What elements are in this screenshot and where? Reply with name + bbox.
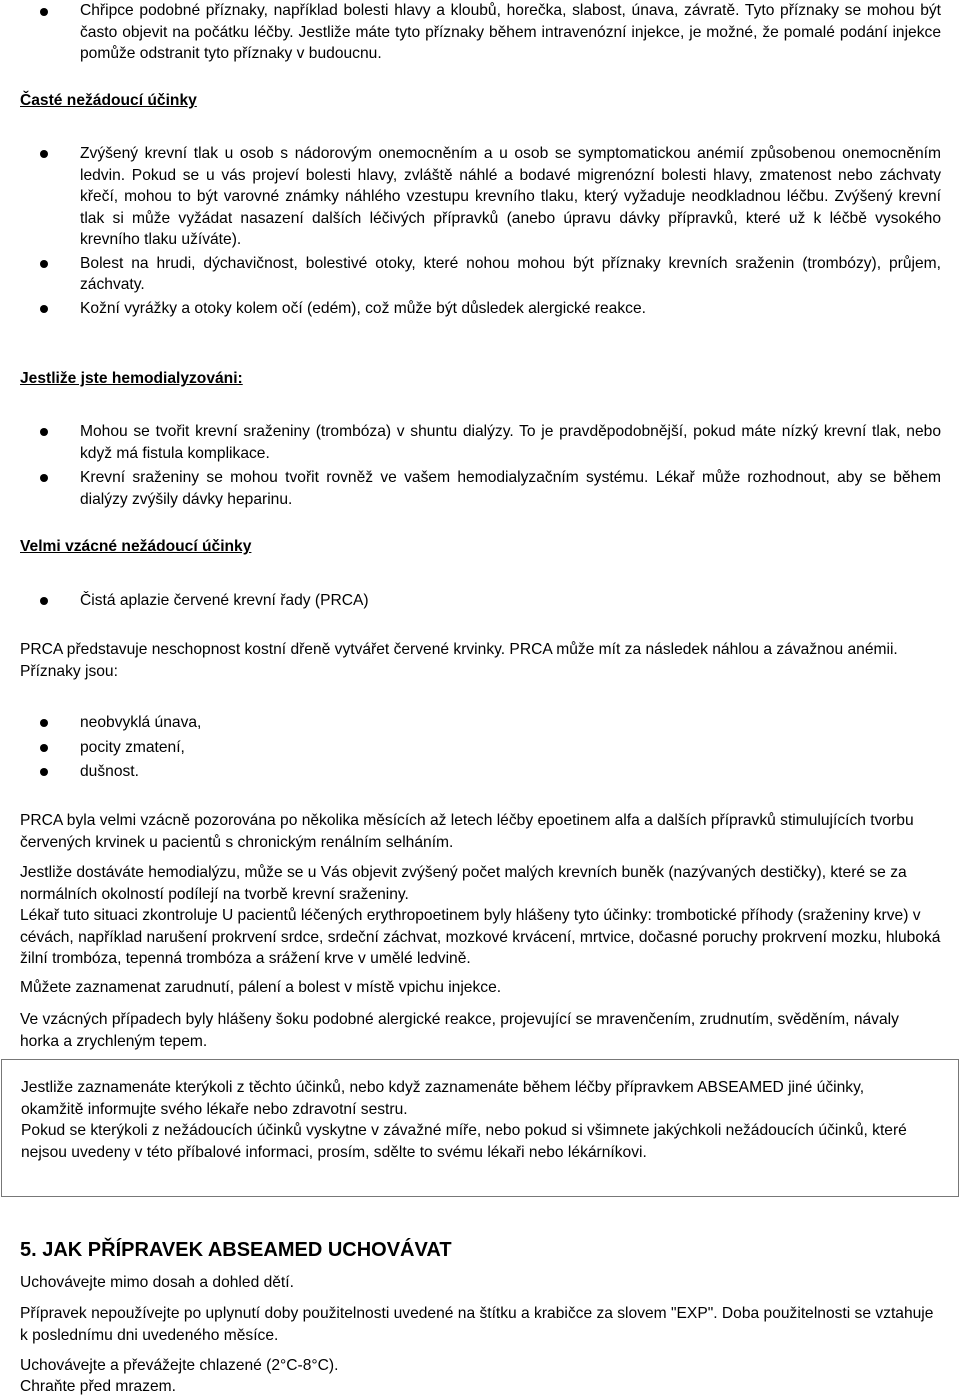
warning-text-1: Jestliže zaznamenáte kterýkoli z těchto účinků, nebo když zaznamenáte během léčby přípravkem ABSEAMED jiné účinky, okamžitě informujte svého lékaře nebo zdravotní sestru. (21, 1079, 865, 1118)
bullet-icon (40, 260, 48, 268)
bullet-icon (40, 8, 48, 16)
list-item (20, 737, 941, 759)
injection-site-paragraph: Můžete zaznamenat zarudnutí, pálení a bolest v místě vpichu injekce. (20, 979, 502, 996)
bullet-icon (40, 428, 48, 436)
storage-frost-paragraph: Chraňte před mrazem. (20, 1378, 176, 1395)
list-item (20, 590, 941, 612)
list-item (20, 143, 941, 251)
list-item (20, 761, 941, 783)
prca-observed-paragraph: PRCA byla velmi vzácně pozorována po několika měsících až letech léčby epoetinem alfa a dalších přípravků stimulujících tvorbu červených krvinek u pacientů s chronickým renálním selháním. (20, 812, 914, 851)
list-item-text: Mohou se tvořit krevní sraženiny (trombóza) v shuntu dialýzy. To je pravděpodobnější, pokud máte nízký krevní tlak, nebo když má fistula komplikace. (80, 423, 941, 462)
warning-box (1, 1059, 959, 1197)
list-item (20, 298, 941, 320)
hemodialysis-list (20, 421, 941, 510)
list-item-text: neobvyklá únava, (80, 714, 202, 731)
list-item-text: pocity zmatení, (80, 738, 185, 756)
prca-symptoms-list (20, 712, 941, 783)
heading-very-rare-effects: Velmi vzácné nežádoucí účinky (20, 538, 252, 555)
bullet-icon (40, 305, 48, 313)
list-item-text: Bolest na hrudi, dýchavičnost, bolestivé otoky, které nohou mohou být příznaky krevních sraženin (trombózy), průjem, záchvaty. (80, 254, 941, 293)
common-effects-list (20, 143, 941, 319)
warning-text-2: Pokud se kterýkoli z nežádoucích účinků vyskytne v závažné míře, nebo pokud si všimnete jakýchkoli nežádoucích účinků, které nejsou uvedeny v této příbalové informaci, prosím, sdělte to svému lékaři nebo lékárníkovi. (21, 1122, 907, 1161)
allergic-reaction-paragraph: Ve vzácných případech byly hlášeny šoku podobné alergické reakce, projevující se mravenčením, zrudnutím, svěděním, návaly horka a zrychleným tepem. (20, 1011, 899, 1050)
list-item (20, 0, 941, 65)
list-item-text: dušnost. (80, 763, 139, 780)
thrombotic-events-paragraph: Lékař tuto situaci zkontroluje U pacientů léčených erythropoetinem byly hlášeny tyto účinky: trombotické příhody (sraženiny krve) v cévách, například narušení prokrvení srdce, srdeční záchvat, mozkové krvácení, mrtvice, dočasné poruchy prokrvení mozku, hluboká žilní trombóza, tepenná trombóza a srážení krve v umělé ledvině. (20, 907, 941, 967)
list-item (20, 253, 941, 296)
intro-bullet-list (20, 0, 941, 65)
prca-paragraph: PRCA představuje neschopnost kostní dřeně vytvářet červené krvinky. PRCA může mít za následek náhlou a závažnou anémii. Příznaky jsou: (20, 641, 898, 680)
list-item-text: Krevní sraženiny se mohou tvořit rovněž ve vašem hemodialyzačním systému. Lékař může rozhodnout, aby se během dialýzy zvýšily dávky heparinu. (80, 469, 941, 508)
bullet-icon (40, 744, 48, 752)
very-rare-list (20, 590, 941, 612)
heading-hemodialysis: Jestliže jste hemodialyzováni: (20, 370, 243, 387)
heading-common-effects: Časté nežádoucí účinky (20, 92, 197, 109)
bullet-icon (40, 150, 48, 158)
list-item (20, 712, 941, 734)
bullet-icon (40, 474, 48, 482)
warning-box-content (21, 1077, 921, 1163)
bullet-icon (40, 768, 48, 776)
storage-children-paragraph: Uchovávejte mimo dosah a dohled dětí. (20, 1274, 294, 1291)
platelets-paragraph: Jestliže dostáváte hemodialýzu, může se u Vás objevit zvýšený počet malých krevních buněk (nazývaných destičky), které se za normálních okolností podílejí na tvorbě krevní sraženiny. (20, 864, 907, 903)
bullet-icon (40, 597, 48, 605)
list-item (20, 467, 941, 510)
list-item-text: Zvýšený krevní tlak u osob s nádorovým onemocněním a u osob se symptomatickou anémií způsobenou onemocněním ledvin. Pokud se u vás projeví bolesti hlavy, zvláště náhlé a bodavé migrenózní bolesti hlavy, zmatenost nebo záchvaty křečí, mohou to být varovné známky náhlého vzestupu krevního tlaku, který vyžaduje neodkladnou léčbu. Zvýšený krevní tlak si může vyžádat nasazení dalších léčivých přípravků (anebo úpravu dávky přípravků, které už k léčbě vysokého krevního tlaku užíváte). (80, 145, 941, 248)
list-item-text: Čistá aplazie červené krevní řady (PRCA) (80, 592, 369, 609)
list-item (20, 421, 941, 464)
list-item-text: Kožní vyrážky a otoky kolem očí (edém), což může být důsledek alergické reakce. (80, 299, 646, 317)
storage-expiry-paragraph: Přípravek nepoužívejte po uplynutí doby použitelnosti uvedené na štítku a krabičce za slovem "EXP". Doba použitelnosti se vztahuje k poslednímu dni uvedeného měsíce. (20, 1305, 934, 1344)
bullet-icon (40, 719, 48, 727)
list-item-text: Chřipce podobné příznaky, například bolesti hlavy a kloubů, horečka, slabost, únava, závratě. Tyto příznaky se mohou být často objevit na počátku léčby. Jestliže máte tyto příznaky během intravenózní injekce, je možné, že pomalé podání injekce pomůže odstranit tyto příznaky v budoucnu. (80, 2, 941, 62)
heading-storage-section: 5. JAK PŘÍPRAVEK ABSEAMED UCHOVÁVAT (20, 1239, 452, 1261)
storage-temperature-paragraph: Uchovávejte a převážejte chlazené (2°C-8°C). (20, 1357, 339, 1374)
